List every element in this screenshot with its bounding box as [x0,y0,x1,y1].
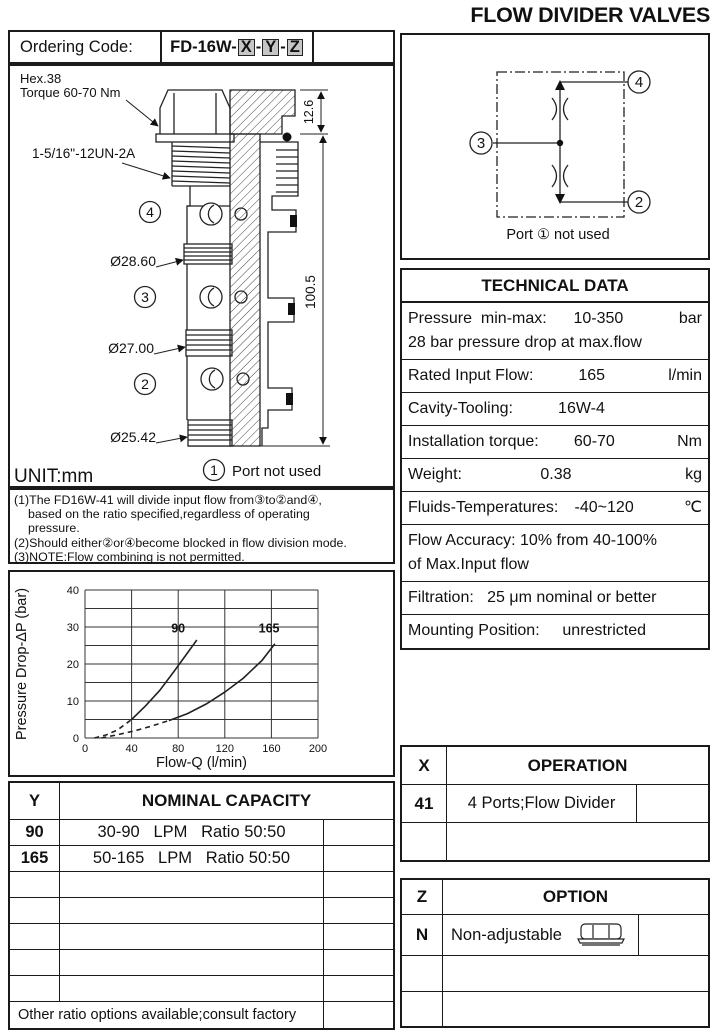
table-row [402,425,708,458]
row-label: Installation torque: [408,433,539,450]
empty-cell [638,915,708,955]
pressure-drop-chart-panel [8,570,395,777]
svg-text:165: 165 [258,621,280,636]
port-4-number: 4 [146,204,154,220]
note-line: (1)The FD16W-41 will divide input flow from③to②and④, [14,493,322,507]
svg-text:80: 80 [172,743,185,755]
hex-label: Hex.38 [20,71,62,86]
svg-text:30: 30 [66,622,79,634]
option-title: OPTION [442,880,708,914]
dim-12-6: 12.6 [302,99,316,125]
restrictor-right-arc [564,165,569,187]
row-value: 10-350 [573,310,624,327]
option-desc-cell [442,915,638,955]
dash: - [280,37,286,56]
thread-leader-arrow [122,163,170,178]
dia2-leader-arrow [154,347,185,354]
dia1-leader-arrow [156,260,183,267]
option-header-row [402,880,708,914]
empty-cell [323,1002,393,1028]
option-desc: Non-adjustable [451,925,562,944]
option-col-z: Z [416,887,428,906]
table-row [402,392,708,425]
table-row [402,302,708,359]
option-code: N [415,925,429,944]
page-title: FLOW DIVIDER VALVES [470,3,710,27]
capacity-desc: 50-165 LPM Ratio 50:50 [59,846,323,871]
svg-text:0: 0 [81,743,89,755]
svg-text:Pressure Drop-ΔP (bar): Pressure Drop-ΔP (bar) [14,587,30,741]
capacity-title: NOMINAL CAPACITY [59,783,393,819]
hex-leader-arrow [126,100,158,126]
svg-text:120: 120 [215,743,234,755]
dia3-leader-arrow [156,437,187,443]
row-label: Pressure min-max: [408,310,547,327]
thread-spec-label: 1-5/16"-12UN-2A [32,146,136,161]
operation-title: OPERATION [446,747,708,784]
table-row [402,914,708,955]
capacity-footer-note: Other ratio options available;consult factory [18,1007,297,1023]
svg-text:0: 0 [72,733,79,745]
row-value: 0.38 [540,466,572,483]
row-value: 165 [578,367,606,384]
empty-cell [323,846,393,871]
svg-text:Flow-Q (l/min): Flow-Q (l/min) [155,755,248,771]
diameter-1-label: Ø28.60 [110,253,156,269]
technical-data-title: TECHNICAL DATA [402,270,708,302]
ordering-empty-cell [314,32,393,62]
table-row [402,359,708,392]
nominal-capacity-table [8,781,395,1030]
table-row [402,458,708,491]
row-unit: Nm [677,433,702,450]
port-2-number: 2 [141,376,149,392]
row-unit: bar [678,310,702,327]
ordering-prefix: FD-16W- [170,37,237,56]
ordering-code-table [8,30,395,64]
junction-dot [557,140,563,146]
table-row-empty [402,822,708,860]
table-row [10,845,393,871]
row-label: Rated Input Flow: [408,367,534,384]
port-2-number: 2 [634,194,644,211]
pressure-drop-chart [10,572,393,775]
row-label: Flow Accuracy: 10% from 40-100% [408,532,657,549]
valve-cross-section-drawing [10,66,393,486]
row-value: unrestricted [562,622,646,639]
ordering-code-value [162,32,314,62]
ordering-code-label: Ordering Code: [10,32,162,62]
valve-drawing-panel [8,64,395,488]
row-value: 16W-4 [558,400,605,417]
port-3-number: 3 [476,135,486,152]
diameter-2-label: Ø27.00 [108,340,154,356]
capacity-desc: 30-90 LPM Ratio 50:50 [59,820,323,845]
port-1-note: Port not used [232,463,322,480]
ordering-code-x: X [238,39,255,56]
svg-text:200: 200 [308,743,328,755]
row-value: -40~120 [574,499,634,516]
unit-label: UNIT:mm [14,466,94,486]
note-line: based on the ratio specified,regardless of operating [28,507,310,522]
table-row-empty [10,897,393,923]
note-line: (3)NOTE:Flow combining is not permitted. [14,549,245,564]
operation-col-x: X [418,755,430,775]
empty-cell [636,785,708,822]
note-line: (2)Should either②or④become blocked in flow division mode. [14,535,347,550]
option-table [400,878,710,1028]
ordering-code-y: Y [262,39,279,56]
torque-label: Torque 60-70 Nm [20,85,121,100]
table-row [402,491,708,524]
hydraulic-schematic [402,35,708,258]
dim-100-5: 100.5 [303,275,318,309]
capacity-code: 90 [25,823,44,841]
schematic-caption: Port ① not used [506,227,610,243]
row-unit: kg [685,466,702,483]
diameter-3-label: Ø25.42 [110,429,156,445]
dash: - [255,37,262,56]
row-label: Filtration: 25 μm nominal or better [408,589,657,606]
hex-plug-icon [572,922,630,948]
operation-header-row [402,747,708,784]
restrictor-left-arc [552,165,557,187]
table-row [10,819,393,845]
port-1-number: 1 [210,462,218,478]
table-row [402,614,708,647]
table-row-empty [10,871,393,897]
table-row-empty [10,949,393,975]
table-row-empty [402,991,708,1027]
operation-desc: 4 Ports;Flow Divider [446,785,636,822]
row-value: 60-70 [573,433,615,450]
row-label: Mounting Position: [408,622,540,639]
row-unit: l/min [668,367,702,384]
svg-text:40: 40 [125,743,138,755]
hydraulic-schematic-panel [400,33,710,260]
capacity-code: 165 [20,849,49,867]
capacity-header-row [10,783,393,819]
table-row [402,784,708,822]
notes-panel [8,488,395,564]
svg-text:40: 40 [66,585,79,597]
technical-data-table [400,268,710,650]
row-continuation: of Max.Input flow [408,556,529,573]
table-row-empty [402,955,708,991]
empty-cell [323,820,393,845]
capacity-footer-row [10,1001,393,1028]
row-label: Cavity-Tooling: [408,400,513,417]
row-unit: ℃ [684,499,702,516]
svg-text:10: 10 [66,696,79,708]
svg-text:90: 90 [171,621,186,636]
svg-text:20: 20 [66,659,79,671]
row-label: Fluids-Temperatures: [408,499,559,516]
row-label: Weight: [408,466,462,483]
svg-text:160: 160 [262,743,281,755]
port-3-number: 3 [141,289,149,305]
valve-outline [122,90,330,481]
row-continuation: 28 bar pressure drop at max.flow [408,334,642,351]
restrictor-right-arc [564,98,569,120]
table-row [402,524,708,581]
note-line: pressure. [28,521,80,536]
capacity-col-y: Y [28,791,40,810]
port-4-number: 4 [634,74,644,91]
ordering-code-z: Z [287,39,303,56]
table-row [402,581,708,614]
operation-code: 41 [414,793,434,813]
restrictor-left-arc [552,98,557,120]
table-row-empty [10,975,393,1001]
table-row-empty [10,923,393,949]
operation-table [400,745,710,862]
